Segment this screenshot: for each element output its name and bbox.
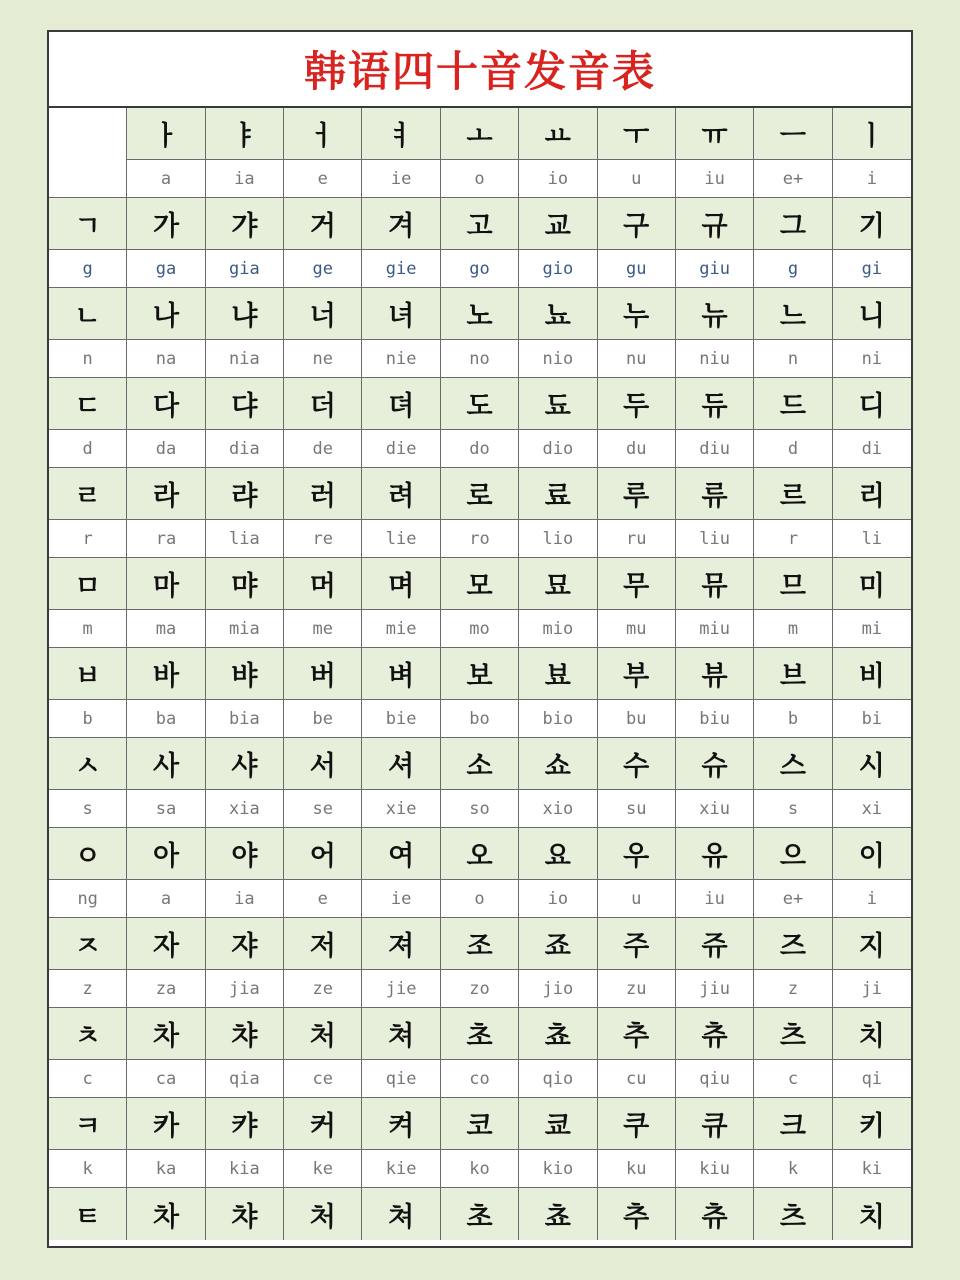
consonant-romanization: c <box>49 1060 127 1098</box>
syllable-cell: 댜 <box>206 378 284 430</box>
syllable-romanization: kia <box>206 1150 284 1188</box>
syllable-romanization: qie <box>362 1060 440 1098</box>
consonant-header: ㅁ <box>49 558 127 610</box>
syllable-cell: 으 <box>754 828 832 880</box>
syllable-romanization: ne <box>284 340 362 378</box>
syllable-romanization: ce <box>284 1060 362 1098</box>
syllable-romanization: mio <box>519 610 597 648</box>
vowel-header: ㅠ <box>676 108 754 160</box>
syllable-cell: 키 <box>833 1098 911 1150</box>
syllable-cell: 교 <box>519 198 597 250</box>
syllable-romanization: re <box>284 520 362 558</box>
syllable-romanization: li <box>833 520 911 558</box>
syllable-cell: 마 <box>127 558 205 610</box>
syllable-cell: 시 <box>833 738 911 790</box>
syllable-cell: 두 <box>598 378 676 430</box>
consonant-header: ㅋ <box>49 1098 127 1150</box>
consonant-header: ㄱ <box>49 198 127 250</box>
syllable-romanization: xie <box>362 790 440 828</box>
syllable-romanization: ie <box>362 880 440 918</box>
syllable-cell: 챠 <box>206 1188 284 1240</box>
consonant-romanization: m <box>49 610 127 648</box>
syllable-cell: 슈 <box>676 738 754 790</box>
syllable-romanization: dia <box>206 430 284 468</box>
syllable-romanization: dio <box>519 430 597 468</box>
syllable-romanization: m <box>754 610 832 648</box>
syllable-romanization: mi <box>833 610 911 648</box>
syllable-cell: 녀 <box>362 288 440 340</box>
syllable-romanization: ku <box>598 1150 676 1188</box>
syllable-cell: 처 <box>284 1188 362 1240</box>
vowel-header: ㅜ <box>598 108 676 160</box>
vowel-romanization: a <box>127 160 205 198</box>
syllable-cell: 냐 <box>206 288 284 340</box>
syllable-cell: 차 <box>127 1188 205 1240</box>
syllable-romanization: o <box>441 880 519 918</box>
syllable-cell: 처 <box>284 1008 362 1060</box>
syllable-cell: 라 <box>127 468 205 520</box>
syllable-cell: 러 <box>284 468 362 520</box>
syllable-cell: 주 <box>598 918 676 970</box>
vowel-romanization: iu <box>676 160 754 198</box>
syllable-romanization: no <box>441 340 519 378</box>
syllable-cell: 쿠 <box>598 1098 676 1150</box>
syllable-cell: 치 <box>833 1008 911 1060</box>
syllable-cell: 다 <box>127 378 205 430</box>
syllable-cell: 도 <box>441 378 519 430</box>
syllable-cell: 지 <box>833 918 911 970</box>
syllable-cell: 쵸 <box>519 1188 597 1240</box>
syllable-cell: 조 <box>441 918 519 970</box>
consonant-header: ㅌ <box>49 1188 127 1240</box>
syllable-romanization: mie <box>362 610 440 648</box>
syllable-cell: 겨 <box>362 198 440 250</box>
syllable-cell: 뵤 <box>519 648 597 700</box>
syllable-grid <box>49 108 911 1246</box>
syllable-cell: 뱌 <box>206 648 284 700</box>
syllable-cell: 죠 <box>519 918 597 970</box>
syllable-cell: 쥬 <box>676 918 754 970</box>
consonant-romanization: g <box>49 250 127 288</box>
vowel-header: ㅡ <box>754 108 832 160</box>
syllable-cell: 루 <box>598 468 676 520</box>
syllable-cell: 비 <box>833 648 911 700</box>
syllable-romanization: k <box>754 1150 832 1188</box>
syllable-romanization: jie <box>362 970 440 1008</box>
syllable-romanization: bi <box>833 700 911 738</box>
vowel-romanization: u <box>598 160 676 198</box>
syllable-romanization: jiu <box>676 970 754 1008</box>
syllable-cell: 캬 <box>206 1098 284 1150</box>
syllable-romanization: mia <box>206 610 284 648</box>
syllable-cell: 우 <box>598 828 676 880</box>
syllable-cell: 규 <box>676 198 754 250</box>
syllable-romanization: kiu <box>676 1150 754 1188</box>
syllable-romanization: de <box>284 430 362 468</box>
syllable-cell: 여 <box>362 828 440 880</box>
syllable-cell: 초 <box>441 1008 519 1060</box>
syllable-cell: 느 <box>754 288 832 340</box>
syllable-cell: 갸 <box>206 198 284 250</box>
syllable-cell: 카 <box>127 1098 205 1150</box>
syllable-cell: 류 <box>676 468 754 520</box>
syllable-romanization: co <box>441 1060 519 1098</box>
syllable-cell: 쇼 <box>519 738 597 790</box>
syllable-romanization: e+ <box>754 880 832 918</box>
syllable-romanization: liu <box>676 520 754 558</box>
syllable-cell: 며 <box>362 558 440 610</box>
syllable-cell: 쵸 <box>519 1008 597 1060</box>
syllable-romanization: ru <box>598 520 676 558</box>
syllable-cell: 노 <box>441 288 519 340</box>
syllable-cell: 거 <box>284 198 362 250</box>
syllable-cell: 니 <box>833 288 911 340</box>
syllable-romanization: d <box>754 430 832 468</box>
syllable-cell: 쳐 <box>362 1008 440 1060</box>
syllable-romanization: die <box>362 430 440 468</box>
vowel-header: ㅗ <box>441 108 519 160</box>
syllable-romanization: se <box>284 790 362 828</box>
syllable-cell: 아 <box>127 828 205 880</box>
syllable-romanization: gi <box>833 250 911 288</box>
consonant-header: ㄷ <box>49 378 127 430</box>
consonant-romanization: d <box>49 430 127 468</box>
syllable-romanization: lie <box>362 520 440 558</box>
syllable-romanization: be <box>284 700 362 738</box>
consonant-header: ㄹ <box>49 468 127 520</box>
syllable-cell: 머 <box>284 558 362 610</box>
syllable-cell: 수 <box>598 738 676 790</box>
syllable-cell: 차 <box>127 1008 205 1060</box>
syllable-cell: 져 <box>362 918 440 970</box>
syllable-cell: 가 <box>127 198 205 250</box>
syllable-cell: 서 <box>284 738 362 790</box>
syllable-cell: 바 <box>127 648 205 700</box>
syllable-romanization: iu <box>676 880 754 918</box>
syllable-cell: 뎌 <box>362 378 440 430</box>
syllable-cell: 야 <box>206 828 284 880</box>
syllable-romanization: jio <box>519 970 597 1008</box>
vowel-romanization: e+ <box>754 160 832 198</box>
syllable-romanization: ji <box>833 970 911 1008</box>
syllable-cell: 너 <box>284 288 362 340</box>
syllable-romanization: io <box>519 880 597 918</box>
syllable-romanization: gu <box>598 250 676 288</box>
syllable-romanization: bu <box>598 700 676 738</box>
syllable-cell: 챠 <box>206 1008 284 1060</box>
syllable-cell: 초 <box>441 1188 519 1240</box>
syllable-romanization: nu <box>598 340 676 378</box>
syllable-romanization: a <box>127 880 205 918</box>
syllable-romanization: sa <box>127 790 205 828</box>
syllable-romanization: z <box>754 970 832 1008</box>
syllable-romanization: ni <box>833 340 911 378</box>
syllable-romanization: miu <box>676 610 754 648</box>
syllable-cell: 뮤 <box>676 558 754 610</box>
syllable-romanization: xia <box>206 790 284 828</box>
syllable-romanization: zu <box>598 970 676 1008</box>
syllable-cell: 샤 <box>206 738 284 790</box>
syllable-romanization: ga <box>127 250 205 288</box>
consonant-header: ㅈ <box>49 918 127 970</box>
syllable-romanization: ka <box>127 1150 205 1188</box>
syllable-cell: 이 <box>833 828 911 880</box>
vowel-romanization: i <box>833 160 911 198</box>
syllable-romanization: ma <box>127 610 205 648</box>
syllable-cell: 뉴 <box>676 288 754 340</box>
syllable-romanization: mo <box>441 610 519 648</box>
syllable-romanization: gia <box>206 250 284 288</box>
syllable-cell: 쟈 <box>206 918 284 970</box>
syllable-romanization: giu <box>676 250 754 288</box>
syllable-cell: 쿄 <box>519 1098 597 1150</box>
syllable-romanization: biu <box>676 700 754 738</box>
syllable-cell: 나 <box>127 288 205 340</box>
consonant-romanization: k <box>49 1150 127 1188</box>
syllable-cell: 소 <box>441 738 519 790</box>
syllable-cell: 츠 <box>754 1008 832 1060</box>
syllable-romanization: xiu <box>676 790 754 828</box>
vowel-header: ㅣ <box>833 108 911 160</box>
syllable-cell: 사 <box>127 738 205 790</box>
syllable-romanization: me <box>284 610 362 648</box>
syllable-romanization: lio <box>519 520 597 558</box>
syllable-cell: 뇨 <box>519 288 597 340</box>
syllable-romanization: nio <box>519 340 597 378</box>
syllable-cell: 츄 <box>676 1008 754 1060</box>
syllable-romanization: ia <box>206 880 284 918</box>
syllable-romanization: jia <box>206 970 284 1008</box>
syllable-cell: 르 <box>754 468 832 520</box>
syllable-cell: 자 <box>127 918 205 970</box>
syllable-romanization: c <box>754 1060 832 1098</box>
syllable-cell: 구 <box>598 198 676 250</box>
syllable-romanization: diu <box>676 430 754 468</box>
syllable-cell: 디 <box>833 378 911 430</box>
syllable-cell: 치 <box>833 1188 911 1240</box>
syllable-romanization: nia <box>206 340 284 378</box>
syllable-cell: 츠 <box>754 1188 832 1240</box>
vowel-romanization: e <box>284 160 362 198</box>
syllable-cell: 추 <box>598 1008 676 1060</box>
syllable-romanization: e <box>284 880 362 918</box>
vowel-romanization: ie <box>362 160 440 198</box>
syllable-cell: 려 <box>362 468 440 520</box>
syllable-cell: 저 <box>284 918 362 970</box>
syllable-cell: 드 <box>754 378 832 430</box>
vowel-romanization: ia <box>206 160 284 198</box>
syllable-romanization: kie <box>362 1150 440 1188</box>
syllable-romanization: cu <box>598 1060 676 1098</box>
syllable-cell: 무 <box>598 558 676 610</box>
syllable-cell: 더 <box>284 378 362 430</box>
syllable-romanization: ze <box>284 970 362 1008</box>
syllable-romanization: u <box>598 880 676 918</box>
consonant-header: ㄴ <box>49 288 127 340</box>
syllable-cell: 부 <box>598 648 676 700</box>
syllable-cell: 즈 <box>754 918 832 970</box>
syllable-cell: 쳐 <box>362 1188 440 1240</box>
syllable-cell: 츄 <box>676 1188 754 1240</box>
consonant-romanization: r <box>49 520 127 558</box>
consonant-romanization: b <box>49 700 127 738</box>
syllable-cell: 크 <box>754 1098 832 1150</box>
vowel-header: ㅓ <box>284 108 362 160</box>
syllable-romanization: so <box>441 790 519 828</box>
syllable-cell: 보 <box>441 648 519 700</box>
syllable-romanization: ki <box>833 1150 911 1188</box>
syllable-romanization: ca <box>127 1060 205 1098</box>
syllable-cell: 스 <box>754 738 832 790</box>
syllable-romanization: bia <box>206 700 284 738</box>
vowel-romanization: io <box>519 160 597 198</box>
consonant-romanization: ng <box>49 880 127 918</box>
syllable-cell: 추 <box>598 1188 676 1240</box>
syllable-romanization: n <box>754 340 832 378</box>
syllable-romanization: ge <box>284 250 362 288</box>
syllable-romanization: su <box>598 790 676 828</box>
syllable-romanization: na <box>127 340 205 378</box>
syllable-romanization: lia <box>206 520 284 558</box>
vowel-header: ㅛ <box>519 108 597 160</box>
consonant-header: ㅂ <box>49 648 127 700</box>
pronunciation-chart <box>47 30 913 1248</box>
syllable-romanization: do <box>441 430 519 468</box>
syllable-romanization: b <box>754 700 832 738</box>
chart-title: 韩语四十音发音表 <box>303 47 656 96</box>
syllable-romanization: go <box>441 250 519 288</box>
syllable-cell: 먀 <box>206 558 284 610</box>
syllable-romanization: gie <box>362 250 440 288</box>
syllable-romanization: du <box>598 430 676 468</box>
vowel-header: ㅕ <box>362 108 440 160</box>
syllable-romanization: ra <box>127 520 205 558</box>
syllable-cell: 유 <box>676 828 754 880</box>
syllable-cell: 묘 <box>519 558 597 610</box>
syllable-romanization: zo <box>441 970 519 1008</box>
syllable-romanization: qi <box>833 1060 911 1098</box>
syllable-cell: 요 <box>519 828 597 880</box>
syllable-romanization: za <box>127 970 205 1008</box>
syllable-cell: 고 <box>441 198 519 250</box>
vowel-header: ㅏ <box>127 108 205 160</box>
consonant-header: ㅇ <box>49 828 127 880</box>
syllable-cell: 기 <box>833 198 911 250</box>
vowel-romanization: o <box>441 160 519 198</box>
syllable-cell: 그 <box>754 198 832 250</box>
syllable-romanization: g <box>754 250 832 288</box>
syllable-romanization: ba <box>127 700 205 738</box>
syllable-cell: 큐 <box>676 1098 754 1150</box>
syllable-cell: 어 <box>284 828 362 880</box>
syllable-romanization: ro <box>441 520 519 558</box>
syllable-cell: 듀 <box>676 378 754 430</box>
syllable-cell: 브 <box>754 648 832 700</box>
syllable-romanization: gio <box>519 250 597 288</box>
consonant-romanization: z <box>49 970 127 1008</box>
corner-cell <box>49 108 127 198</box>
syllable-cell: 랴 <box>206 468 284 520</box>
syllable-romanization: di <box>833 430 911 468</box>
consonant-header: ㅊ <box>49 1008 127 1060</box>
syllable-romanization: s <box>754 790 832 828</box>
syllable-cell: 미 <box>833 558 911 610</box>
syllable-romanization: bie <box>362 700 440 738</box>
syllable-romanization: da <box>127 430 205 468</box>
syllable-romanization: mu <box>598 610 676 648</box>
syllable-romanization: qia <box>206 1060 284 1098</box>
syllable-cell: 버 <box>284 648 362 700</box>
vowel-header: ㅑ <box>206 108 284 160</box>
syllable-romanization: r <box>754 520 832 558</box>
consonant-romanization: n <box>49 340 127 378</box>
syllable-cell: 커 <box>284 1098 362 1150</box>
syllable-romanization: xi <box>833 790 911 828</box>
syllable-romanization: qiu <box>676 1060 754 1098</box>
syllable-cell: 켜 <box>362 1098 440 1150</box>
consonant-header: ㅅ <box>49 738 127 790</box>
syllable-cell: 로 <box>441 468 519 520</box>
syllable-cell: 벼 <box>362 648 440 700</box>
syllable-cell: 모 <box>441 558 519 610</box>
consonant-romanization: s <box>49 790 127 828</box>
title-bar <box>49 32 911 108</box>
syllable-romanization: kio <box>519 1150 597 1188</box>
syllable-cell: 뷰 <box>676 648 754 700</box>
syllable-cell: 므 <box>754 558 832 610</box>
syllable-romanization: nie <box>362 340 440 378</box>
syllable-cell: 리 <box>833 468 911 520</box>
syllable-cell: 코 <box>441 1098 519 1150</box>
syllable-cell: 료 <box>519 468 597 520</box>
syllable-cell: 됴 <box>519 378 597 430</box>
syllable-romanization: xio <box>519 790 597 828</box>
syllable-romanization: bo <box>441 700 519 738</box>
syllable-cell: 누 <box>598 288 676 340</box>
syllable-cell: 셔 <box>362 738 440 790</box>
syllable-cell: 오 <box>441 828 519 880</box>
syllable-romanization: ke <box>284 1150 362 1188</box>
syllable-romanization: qio <box>519 1060 597 1098</box>
syllable-romanization: i <box>833 880 911 918</box>
syllable-romanization: niu <box>676 340 754 378</box>
syllable-romanization: bio <box>519 700 597 738</box>
syllable-romanization: ko <box>441 1150 519 1188</box>
